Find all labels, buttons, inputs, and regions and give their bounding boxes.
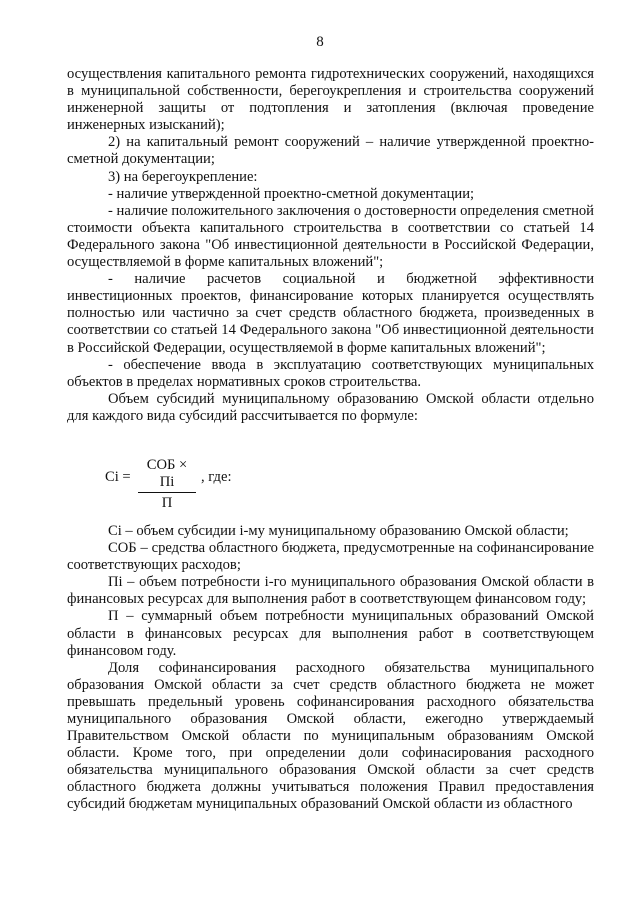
list-item: - обеспечение ввода в эксплуатацию соответствующих муниципальных объектов в пределах нормативных сроков строительства. [67,356,594,390]
formula-fraction [138,457,196,512]
paragraph: Объем субсидий муниципальному образованию Омской области отдельно для каждого вида субсидий рассчитывается по формуле: [67,390,594,424]
paragraph: Доля софинансирования расходного обязательства муниципального образования Омской области за счет средств областного бюджета не может превышать предельный уровень софинансирования расходного обязательства муниципального образования Омской области, ежегодно утверждаемый Правительством Омской области по муниципальным образованиям Омской области. Кроме того, при определении доли софинасирования расходного обязательства муниципального образования Омской области за счет средств областного бюджета должны учитываться положения Правил предоставления субсидий бюджетам муниципальных образований Омской области из областного [67,659,594,813]
list-item: - наличие расчетов социальной и бюджетной эффективности инвестиционных проектов, финансирование которых планируется осуществлять полностью или частично за счет средств областного бюджета, произведенных в соответствии со статьей 14 Федерального закона "Об инвестиционной деятельности в Российской Федерации, осуществляемой в форме капитальных вложений"; [67,271,594,356]
definition: СОБ – средства областного бюджета, предусмотренные на софинансирование соответствующих расходов; [67,540,594,574]
definition: П – суммарный объем потребности муниципальных образований Омской области в финансовых ресурсах для выполнения работ в соответствующем финансовом году. [67,608,594,659]
paragraph: осуществления капитального ремонта гидротехнических сооружений, находящихся в муниципальной собственности, берегоукрепления и строительства сооружений инженерной защиты от подтопления и затопления (включая проведение инженерных изысканий); [67,66,594,134]
document-body [67,66,594,814]
page-number: 8 [316,34,324,50]
formula [105,456,594,512]
paragraph: 3) на берегоукрепление: [108,168,258,185]
formula-lhs: Ci = [105,468,131,485]
list-item: - наличие положительного заключения о достоверности определения сметной стоимости объекта капитального строительства в соответствии со статьей 14 Федерального закона "Об инвестиционной деятельности в Российской Федерации, осуществляемой в форме капитальных вложений"; [67,202,594,271]
formula-numerator: СОБ × Пi [138,457,196,493]
list-item: - наличие утвержденной проектно-сметной документации; [108,185,475,202]
paragraph: 2) на капитальный ремонт сооружений – наличие утвержденной проектно-сметной документации; [67,134,594,168]
definition: Пi – объем потребности i-го муниципального образования Омской области в финансовых ресурсах для выполнения работ в соответствующем финансовом году; [67,574,594,608]
definition: Ci – объем субсидии i-му муниципальному образованию Омской области; [108,522,569,539]
formula-tail: , где: [201,468,232,485]
formula-denominator: П [161,495,173,512]
